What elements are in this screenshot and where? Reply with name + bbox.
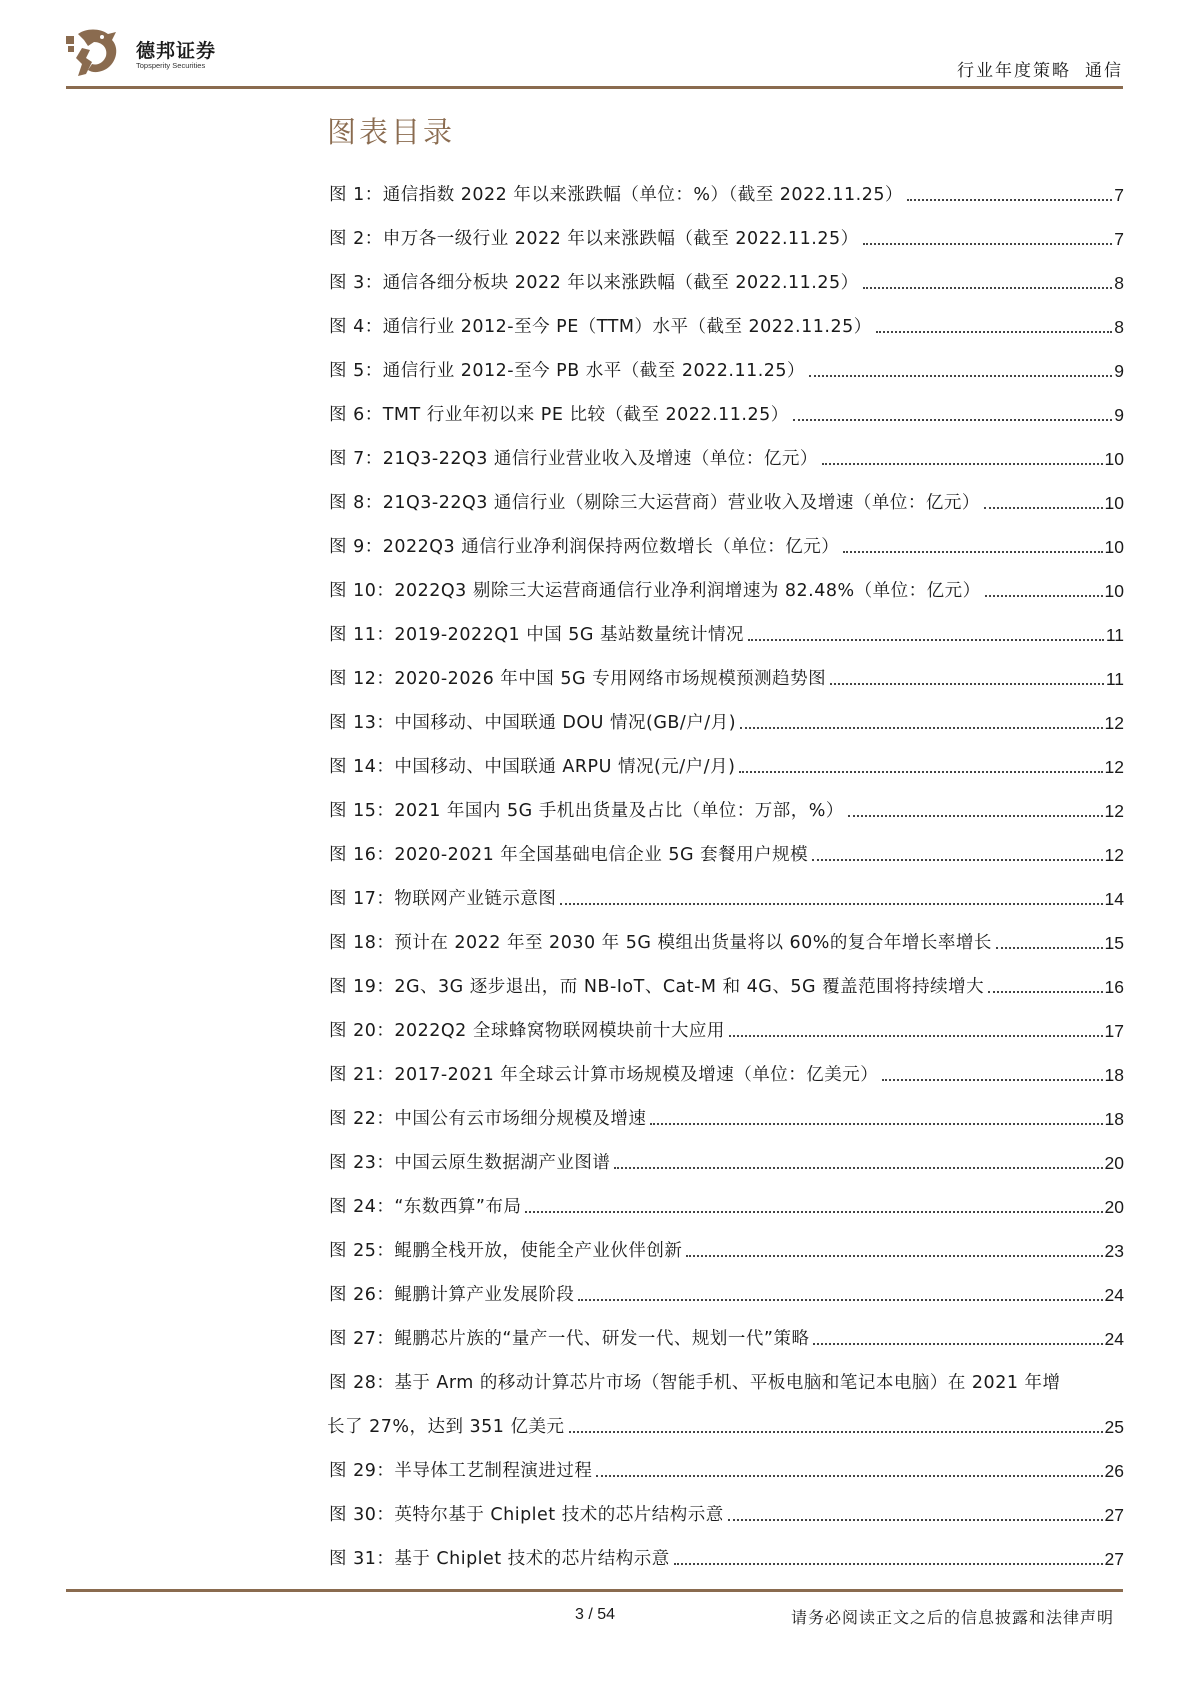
toc-item-label: 图 6：TMT 行业年初以来 PE 比较（截至 2022.11.25） <box>329 405 789 425</box>
toc-item-label: 图 3：通信各细分板块 2022 年以来涨跌幅（截至 2022.11.25） <box>329 273 859 293</box>
toc-item-label: 图 19：2G、3G 逐步退出，而 NB-IoT、Cat-M 和 4G、5G 覆盖范围将持续增大 <box>329 977 985 997</box>
toc-item-12[interactable] <box>329 657 1124 701</box>
company-name-en: Topsperity Securities <box>136 61 206 70</box>
legal-disclaimer: 请务必阅读正文之后的信息披露和法律声明 <box>790 1608 1114 1627</box>
toc-item-page: 25 <box>1104 1417 1124 1437</box>
toc-item-19[interactable] <box>329 965 1124 1009</box>
toc-item-page: 10 <box>1104 537 1124 557</box>
toc-leader <box>614 1167 1102 1169</box>
toc-leader <box>809 375 1112 377</box>
toc-leader <box>988 991 1102 993</box>
toc-item-page: 7 <box>1114 229 1124 249</box>
toc-item-31[interactable] <box>329 1537 1124 1581</box>
toc-item-label: 图 16：2020-2021 年全国基础电信企业 5G 套餐用户规模 <box>329 845 809 865</box>
toc-item-17[interactable] <box>329 877 1124 921</box>
toc-item-page: 23 <box>1104 1241 1124 1261</box>
toc-title: 图表目录 <box>327 115 456 149</box>
toc-item-page: 26 <box>1104 1461 1124 1481</box>
toc-item-label: 图 7：21Q3-22Q3 通信行业营业收入及增速（单位：亿元） <box>329 449 818 469</box>
company-logo <box>66 26 266 82</box>
toc-item-page: 15 <box>1104 933 1124 953</box>
toc-leader <box>863 287 1113 289</box>
toc-item-4[interactable] <box>329 305 1124 349</box>
toc-leader <box>728 1519 1103 1521</box>
toc-item-18[interactable] <box>329 921 1124 965</box>
toc-item-29[interactable] <box>329 1449 1124 1493</box>
toc-item-15[interactable] <box>329 789 1124 833</box>
toc-item-24[interactable] <box>329 1185 1124 1229</box>
toc-item-label: 图 29：半导体工艺制程演进过程 <box>329 1461 593 1481</box>
toc-leader <box>830 683 1104 685</box>
toc-item-page: 27 <box>1104 1505 1124 1525</box>
page-indicator: 3 / 54 <box>575 1606 616 1623</box>
toc-item-page: 11 <box>1105 625 1124 645</box>
toc-item-label: 图 11：2019-2022Q1 中国 5G 基站数量统计情况 <box>329 625 745 645</box>
toc-item-page: 12 <box>1104 757 1124 777</box>
toc-item-label: 图 12：2020-2026 年中国 5G 专用网络市场规模预测趋势图 <box>329 669 827 689</box>
toc-item-label: 图 1：通信指数 2022 年以来涨跌幅（单位：%）（截至 2022.11.25） <box>329 185 903 205</box>
toc-item-label: 图 26：鲲鹏计算产业发展阶段 <box>329 1285 575 1305</box>
toc-item-14[interactable] <box>329 745 1124 789</box>
toc-item-label: 图 21：2017-2021 年全球云计算市场规模及增速（单位：亿美元） <box>329 1065 879 1085</box>
toc-item-label: 图 8：21Q3-22Q3 通信行业（剔除三大运营商）营业收入及增速（单位：亿元） <box>329 493 980 513</box>
toc-item-20[interactable] <box>329 1009 1124 1053</box>
toc-item-label: 图 5：通信行业 2012-至今 PB 水平（截至 2022.11.25） <box>329 361 806 381</box>
toc-item-label: 图 30：英特尔基于 Chiplet 技术的芯片结构示意 <box>329 1505 724 1525</box>
toc-leader <box>525 1211 1102 1213</box>
toc-leader <box>812 859 1102 861</box>
toc-leader <box>907 199 1112 201</box>
header-divider <box>66 86 1123 89</box>
toc-item-page: 17 <box>1104 1021 1124 1041</box>
toc-leader <box>674 1563 1103 1565</box>
toc-item-label: 图 23：中国云原生数据湖产业图谱 <box>329 1153 611 1173</box>
toc-leader <box>569 1431 1103 1433</box>
toc-item-page: 18 <box>1104 1109 1124 1129</box>
toc-item-13[interactable] <box>329 701 1124 745</box>
toc-leader <box>848 815 1103 817</box>
toc-leader <box>996 947 1103 949</box>
toc-item-page: 10 <box>1104 449 1124 469</box>
toc-item-page: 11 <box>1105 669 1124 689</box>
toc-item-label: 图 10：2022Q3 剔除三大运营商通信行业净利润增速为 82.48%（单位：亿元） <box>329 581 981 601</box>
toc-item-label-line1: 图 28：基于 Arm 的移动计算芯片市场（智能手机、平板电脑和笔记本电脑）在 2021 年增 <box>329 1373 1061 1393</box>
toc-item-page: 8 <box>1114 317 1124 337</box>
figure-toc-list <box>329 173 1124 1581</box>
toc-item-28[interactable] <box>329 1361 1124 1449</box>
toc-leader <box>863 243 1113 245</box>
toc-item-9[interactable] <box>329 525 1124 569</box>
toc-leader <box>686 1255 1102 1257</box>
toc-item-10[interactable] <box>329 569 1124 613</box>
toc-item-8[interactable] <box>329 481 1124 525</box>
toc-item-6[interactable] <box>329 393 1124 437</box>
toc-item-2[interactable] <box>329 217 1124 261</box>
toc-item-26[interactable] <box>329 1273 1124 1317</box>
toc-item-page: 24 <box>1104 1285 1124 1305</box>
toc-item-page: 20 <box>1104 1197 1124 1217</box>
toc-item-page: 16 <box>1104 977 1124 997</box>
toc-item-label: 图 17：物联网产业链示意图 <box>329 889 557 909</box>
toc-item-page: 10 <box>1104 581 1124 601</box>
toc-item-21[interactable] <box>329 1053 1124 1097</box>
toc-item-label: 图 13：中国移动、中国联通 DOU 情况(GB/户/月) <box>329 713 737 733</box>
toc-leader <box>813 1343 1102 1345</box>
toc-item-label: 图 20：2022Q2 全球蜂窝物联网模块前十大应用 <box>329 1021 725 1041</box>
toc-item-label: 图 22：中国公有云市场细分规模及增速 <box>329 1109 647 1129</box>
toc-leader <box>650 1123 1102 1125</box>
toc-item-label: 图 4：通信行业 2012-至今 PE（TTM）水平（截至 2022.11.25） <box>329 317 872 337</box>
toc-item-page: 9 <box>1114 405 1124 425</box>
report-header <box>957 56 1123 81</box>
toc-item-5[interactable] <box>329 349 1124 393</box>
toc-item-22[interactable] <box>329 1097 1124 1141</box>
toc-item-label: 图 31：基于 Chiplet 技术的芯片结构示意 <box>329 1549 670 1569</box>
toc-item-page: 7 <box>1114 185 1124 205</box>
toc-item-23[interactable] <box>329 1141 1124 1185</box>
toc-item-30[interactable] <box>329 1493 1124 1537</box>
toc-item-label: 图 18：预计在 2022 年至 2030 年 5G 模组出货量将以 60%的复合年增长率增长 <box>329 933 992 953</box>
toc-item-label: 图 24：“东数西算”布局 <box>329 1197 522 1217</box>
toc-leader <box>596 1475 1102 1477</box>
toc-item-page: 12 <box>1104 845 1124 865</box>
dragon-logo-icon <box>66 28 124 80</box>
toc-leader <box>739 771 1102 773</box>
toc-leader <box>729 1035 1103 1037</box>
toc-item-page: 18 <box>1104 1065 1124 1085</box>
company-name: 德邦证券 <box>136 40 217 62</box>
toc-item-label: 图 2：申万各一级行业 2022 年以来涨跌幅（截至 2022.11.25） <box>329 229 859 249</box>
toc-item-page: 14 <box>1104 889 1124 909</box>
toc-item-16[interactable] <box>329 833 1124 877</box>
toc-leader <box>876 331 1113 333</box>
toc-item-1[interactable] <box>329 173 1124 217</box>
toc-item-label: 图 9：2022Q3 通信行业净利润保持两位数增长（单位：亿元） <box>329 537 840 557</box>
toc-leader <box>822 463 1103 465</box>
toc-leader <box>985 595 1103 597</box>
footer-divider <box>66 1589 1123 1592</box>
toc-leader <box>984 507 1103 509</box>
toc-leader <box>560 903 1102 905</box>
toc-item-label: 图 15：2021 年国内 5G 手机出货量及占比（单位：万部，%） <box>329 801 844 821</box>
toc-leader <box>793 419 1113 421</box>
industry-label: 通信 <box>1085 61 1123 81</box>
toc-leader <box>843 551 1102 553</box>
toc-item-page: 27 <box>1104 1549 1124 1569</box>
toc-item-7[interactable] <box>329 437 1124 481</box>
toc-item-label: 图 14：中国移动、中国联通 ARPU 情况(元/户/月) <box>329 757 736 777</box>
toc-item-page: 24 <box>1104 1329 1124 1349</box>
toc-leader <box>748 639 1104 641</box>
toc-item-3[interactable] <box>329 261 1124 305</box>
toc-leader <box>882 1079 1102 1081</box>
toc-leader <box>578 1299 1102 1301</box>
toc-item-page: 10 <box>1104 493 1124 513</box>
toc-item-25[interactable] <box>329 1229 1124 1273</box>
report-type: 行业年度策略 <box>957 61 1071 81</box>
toc-item-label: 图 25：鲲鹏全栈开放，使能全产业伙伴创新 <box>329 1241 683 1261</box>
toc-item-27[interactable] <box>329 1317 1124 1361</box>
toc-item-page: 8 <box>1114 273 1124 293</box>
toc-item-page: 20 <box>1104 1153 1124 1173</box>
toc-item-label-line2: 长了 27%，达到 351 亿美元 <box>327 1417 565 1437</box>
toc-item-page: 12 <box>1104 713 1124 733</box>
toc-item-page: 9 <box>1114 361 1124 381</box>
toc-item-label: 图 27：鲲鹏芯片族的“量产一代、研发一代、规划一代”策略 <box>329 1329 810 1349</box>
toc-item-page: 12 <box>1104 801 1124 821</box>
toc-leader <box>740 727 1103 729</box>
toc-item-11[interactable] <box>329 613 1124 657</box>
